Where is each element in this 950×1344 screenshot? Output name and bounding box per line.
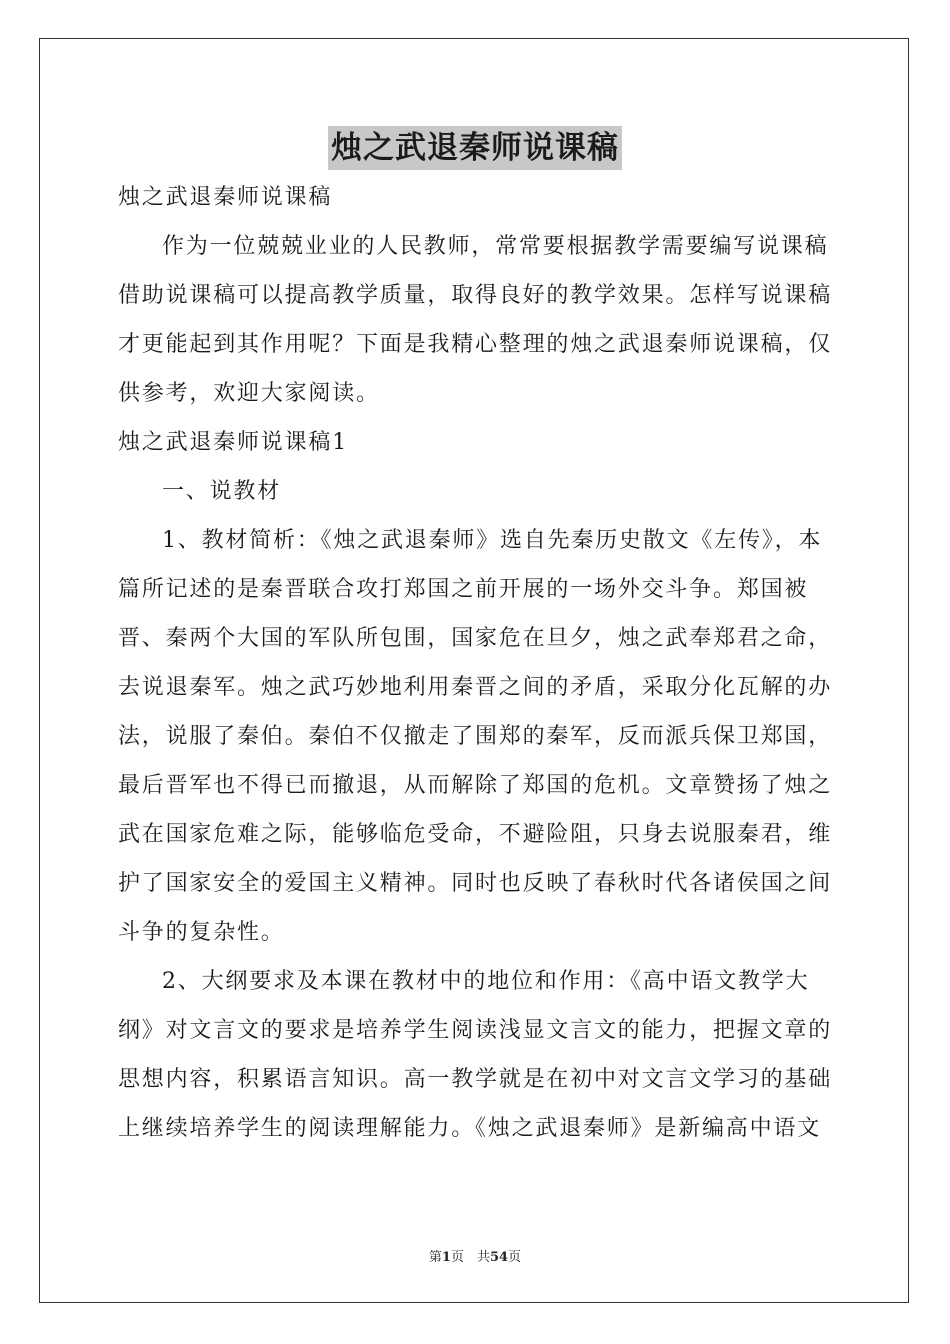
document-title: 烛之武退秦师说课稿 [328, 126, 622, 170]
footer-current-page: 1 [441, 1250, 451, 1265]
page-footer [0, 1246, 950, 1265]
subtitle: 烛之武退秦师说课稿 [118, 185, 333, 210]
document-body [118, 173, 838, 1153]
section-heading: 烛之武退秦师说课稿1 [118, 430, 348, 455]
body-paragraph-2: 2、大纲要求及本课在教材中的地位和作用：《高中语文教学大纲》对文言文的要求是培养学生阅读浅显文言文的能力，把握文章的思想内容，积累语言知识。高一教学就是在初中对文言文学习的基础上继续培养学生的阅读理解能力。《烛之武退秦师》是新编高中语文 [118, 969, 833, 1141]
intro-paragraph: 作为一位兢兢业业的人民教师，常常要根据教学需要编写说课稿借助说课稿可以提高教学质量，取得良好的教学效果。怎样写说课稿才更能起到其作用呢？下面是我精心整理的烛之武退秦师说课稿，仅供参考，欢迎大家阅读。 [118, 234, 833, 406]
footer-prefix: 第 [428, 1250, 442, 1265]
part-heading: 一、说教材 [162, 479, 282, 504]
footer-suffix: 页 [508, 1250, 522, 1265]
title-container [0, 126, 950, 170]
footer-mid: 页 共 [450, 1250, 490, 1265]
footer-total-pages: 54 [489, 1250, 509, 1265]
body-paragraph-1: 1、教材简析：《烛之武退秦师》选自先秦历史散文《左传》，本篇所记述的是秦晋联合攻打郑国之前开展的一场外交斗争。郑国被晋、秦两个大国的军队所包围，国家危在旦夕，烛之武奉郑君之命，去说退秦军。烛之武巧妙地利用秦晋之间的矛盾，采取分化瓦解的办法，说服了秦伯。秦伯不仅撤走了围郑的秦军，反而派兵保卫郑国，最后晋军也不得已而撤退，从而解除了郑国的危机。文章赞扬了烛之武在国家危难之际，能够临危受命，不避险阻，只身去说服秦君，维护了国家安全的爱国主义精神。同时也反映了春秋时代各诸侯国之间斗争的复杂性。 [118, 528, 833, 945]
